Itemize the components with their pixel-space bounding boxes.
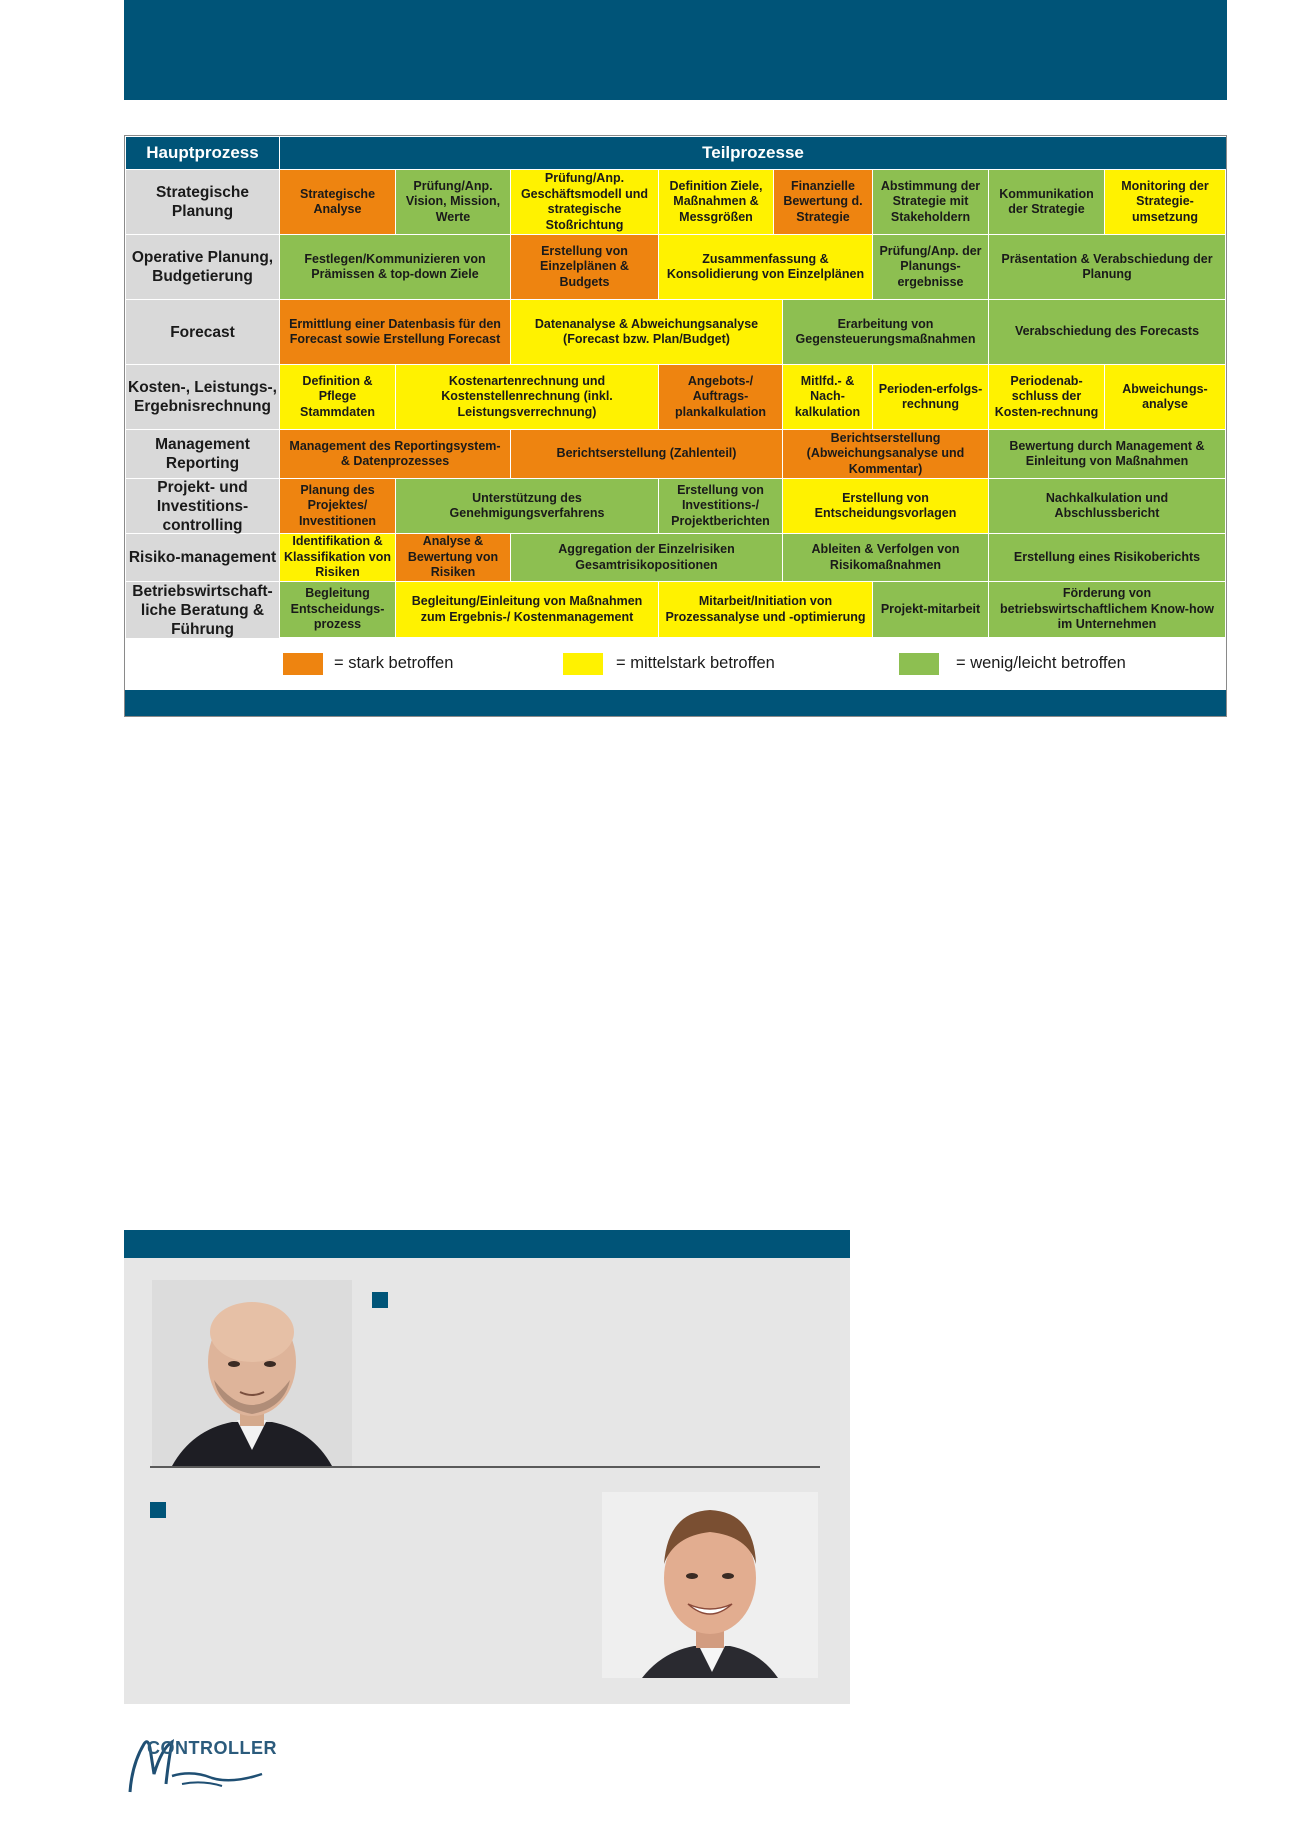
cell-planung-projekt: Planung des Projektes/ Investitionen: [280, 479, 396, 534]
legend-label-mittelstark: = mittelstark betroffen: [616, 654, 775, 672]
cell-entscheidungsprozess: Begleitung Entscheidungs-prozess: [280, 582, 396, 638]
row-label-projektcontrolling: Projekt- und Investitions-controlling: [126, 479, 279, 533]
cell-berichtserstellung-zahlenteil: Berichtserstellung (Zahlenteil): [511, 430, 783, 479]
logo-wordmark: CONTROLLER: [147, 1738, 277, 1758]
cell-kommunikation-strategie: Kommunikation der Strategie: [989, 170, 1105, 235]
cell-kostenmanagement: Begleitung/Einleitung von Maßnahmen zum Ergebnis-/ Kostenmanagement: [396, 582, 659, 638]
process-matrix-figure: [124, 135, 1227, 717]
legend-label-stark: = stark betroffen: [334, 654, 454, 672]
cell-praesentation-verabschiedung: Präsentation & Verabschiedung der Planung: [989, 235, 1226, 300]
cell-datenbasis-forecast: Ermittlung einer Datenbasis für den Forecast sowie Erstellung Forecast: [280, 300, 511, 365]
author-box: [124, 1230, 850, 1704]
legend-label-wenig: = wenig/leicht betroffen: [956, 654, 1126, 672]
author-box-header: [124, 1230, 850, 1258]
row-label-forecast: Forecast: [126, 300, 279, 364]
author-photo-1: [152, 1280, 352, 1466]
row-label-management-reporting: Management Reporting: [126, 430, 279, 478]
page-header-band: [124, 0, 1227, 100]
cell-risiko-identifikation: Identifikation & Klassifikation von Risiken: [280, 534, 396, 582]
cell-reportingsystem: Management des Reportingsystem- & Datenprozesses: [280, 430, 511, 479]
cell-plankalkulation: Angebots-/ Auftrags-plankalkulation: [659, 365, 783, 430]
legend-swatch-mittelstark: [563, 653, 603, 675]
cell-strategische-analyse: Strategische Analyse: [280, 170, 396, 235]
legend-swatch-stark: [283, 653, 323, 675]
cell-berichtserstellung-kommentar: Berichtserstellung (Abweichungsanalyse und Kommentar): [783, 430, 989, 479]
legend-swatch-wenig: [899, 653, 939, 675]
cell-monitoring-strategie: Monitoring der Strategie-umsetzung: [1105, 170, 1226, 235]
cell-definition-ziele: Definition Ziele, Maßnahmen & Messgrößen: [659, 170, 774, 235]
cell-risiko-aggregation: Aggregation der Einzelrisiken Gesamtrisikopositionen: [511, 534, 783, 582]
cell-risikomassnahmen: Ableiten & Verfolgen von Risikomaßnahmen: [783, 534, 989, 582]
cell-genehmigungsverfahren: Unterstützung des Genehmigungsverfahrens: [396, 479, 659, 534]
cell-entscheidungsvorlagen: Erstellung von Entscheidungsvorlagen: [783, 479, 989, 534]
cell-verabschiedung-forecast: Verabschiedung des Forecasts: [989, 300, 1226, 365]
cell-praemissen: Festlegen/Kommunizieren von Prämissen & top-down Ziele: [280, 235, 511, 300]
cell-gegensteuerung: Erarbeitung von Gegensteuerungsmaßnahmen: [783, 300, 989, 365]
figure-footer-band: [125, 690, 1226, 716]
header-teilprozesse: Teilprozesse: [280, 137, 1226, 169]
cell-kostenartenrechnung: Kostenartenrechnung und Kostenstellenrechnung (inkl. Leistungsverrechnung): [396, 365, 659, 430]
cell-periodenabschluss: Periodenab-schluss der Kosten-rechnung: [989, 365, 1105, 430]
cell-stammdaten: Definition & Pflege Stammdaten: [280, 365, 396, 430]
cell-periodenerfolgsrechnung: Perioden-erfolgs-rechnung: [873, 365, 989, 430]
cell-risikobericht: Erstellung eines Risikoberichts: [989, 534, 1226, 582]
cell-projektberichte: Erstellung von Investitions-/ Projektberichten: [659, 479, 783, 534]
bullet-author-2: [150, 1502, 166, 1518]
author-divider: [150, 1466, 820, 1468]
cell-abstimmung-strategie: Abstimmung der Strategie mit Stakeholdern: [873, 170, 989, 235]
cell-einzelplaene-budgets: Erstellung von Einzelplänen & Budgets: [511, 235, 659, 300]
cell-prozessanalyse: Mitarbeit/Initiation von Prozessanalyse und -optimierung: [659, 582, 873, 638]
cell-geschaeftsmodell: Prüfung/Anp. Geschäftsmodell und strategische Stoßrichtung: [511, 170, 659, 235]
cell-datenanalyse: Datenanalyse & Abweichungsanalyse (Forecast bzw. Plan/Budget): [511, 300, 783, 365]
row-label-operative-planung: Operative Planung, Budgetierung: [126, 235, 279, 299]
cell-nachkalkulation: Mitlfd.- & Nach-kalkulation: [783, 365, 873, 430]
author-photo-2: [602, 1492, 818, 1678]
bullet-author-1: [372, 1292, 388, 1308]
cell-abweichungsanalyse: Abweichungs-analyse: [1105, 365, 1226, 430]
cell-abschlussbericht: Nachkalkulation und Abschlussbericht: [989, 479, 1226, 534]
cell-risiko-bewertung: Analyse & Bewertung von Risiken: [396, 534, 511, 582]
row-label-risikomanagement: Risiko-management: [126, 534, 279, 581]
cell-planungsergebnisse: Prüfung/Anp. der Planungs-ergebnisse: [873, 235, 989, 300]
header-hauptprozess: Hauptprozess: [126, 137, 279, 169]
cell-projektmitarbeit: Projekt-mitarbeit: [873, 582, 989, 638]
cell-bewertung-management: Bewertung durch Management & Einleitung von Maßnahmen: [989, 430, 1226, 479]
cell-finanzielle-bewertung: Finanzielle Bewertung d. Strategie: [774, 170, 873, 235]
row-label-beratung-fuehrung: Betriebswirtschaft-liche Beratung & Führung: [126, 582, 279, 638]
cell-know-how: Förderung von betriebswirtschaftlichem Know-how im Unternehmen: [989, 582, 1226, 638]
row-label-kostenrechnung: Kosten-, Leistungs-, Ergebnisrechnung: [126, 365, 279, 429]
cell-vision-mission-werte: Prüfung/Anp. Vision, Mission, Werte: [396, 170, 511, 235]
row-label-strategische-planung: Strategische Planung: [126, 170, 279, 234]
cell-konsolidierung: Zusammenfassung & Konsolidierung von Einzelplänen: [659, 235, 873, 300]
